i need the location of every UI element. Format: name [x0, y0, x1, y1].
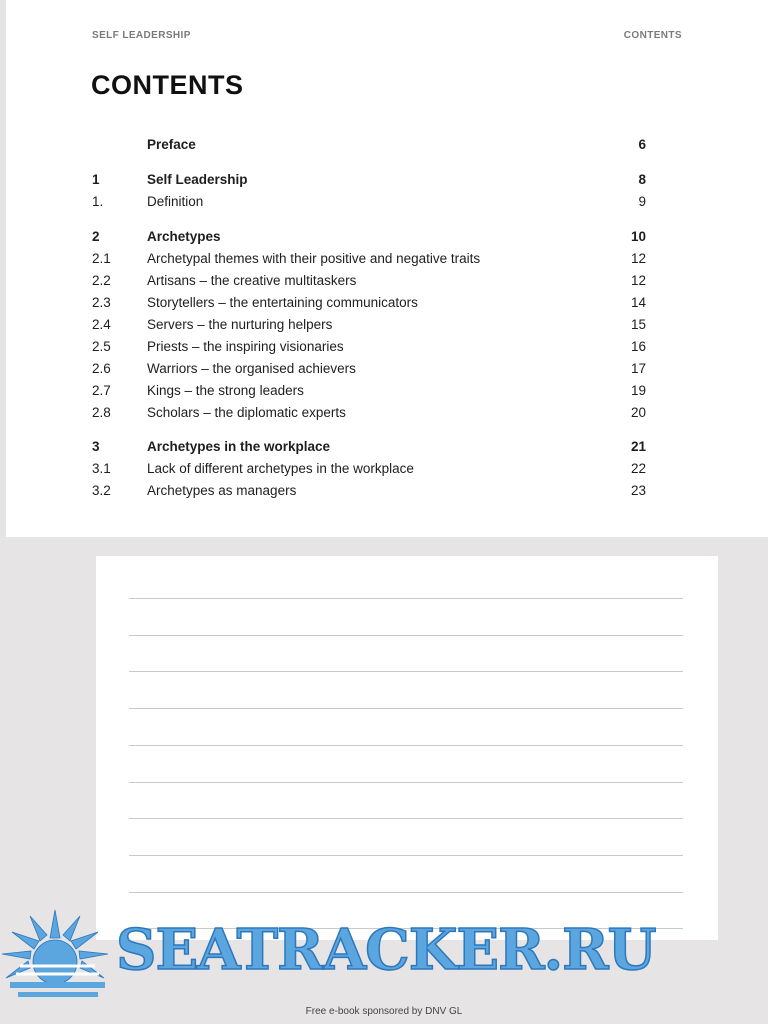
- toc-entry[interactable]: [0, 359, 768, 379]
- toc-title: Artisans – the creative multitaskers: [147, 273, 357, 288]
- note-line: [129, 635, 683, 636]
- toc-page-number: 15: [630, 317, 646, 332]
- notes-sheet: [96, 556, 718, 940]
- toc-entry[interactable]: [0, 293, 768, 313]
- toc-entry[interactable]: [0, 192, 768, 212]
- toc-entry[interactable]: [0, 403, 768, 423]
- note-line: [129, 708, 683, 709]
- page-title: CONTENTS: [91, 70, 244, 100]
- toc-entry[interactable]: [0, 249, 768, 269]
- toc-entry[interactable]: [0, 459, 768, 479]
- note-line: [129, 745, 683, 746]
- toc-number: 2.1: [92, 251, 111, 266]
- running-header-section: CONTENTS: [623, 30, 682, 41]
- toc-entry[interactable]: [0, 481, 768, 501]
- toc-number: 2.6: [92, 361, 111, 376]
- toc-title: Storytellers – the entertaining communicators: [147, 295, 418, 310]
- toc-number: 2.3: [92, 295, 111, 310]
- toc-page-number: 19: [630, 383, 646, 398]
- toc-title: Preface: [147, 137, 196, 152]
- toc-title: Archetypes as managers: [147, 483, 297, 498]
- toc-page-number: 10: [630, 229, 646, 244]
- toc-title: Priests – the inspiring visionaries: [147, 339, 344, 354]
- toc-number: 3.1: [92, 461, 111, 476]
- toc-title: Lack of different archetypes in the workplace: [147, 461, 414, 476]
- note-line: [129, 598, 683, 599]
- toc-number: 3.2: [92, 483, 111, 498]
- toc-page-number: 8: [638, 172, 646, 187]
- toc-page-number: 21: [630, 439, 646, 454]
- toc-page-number: 23: [630, 483, 646, 498]
- toc-number: 2.7: [92, 383, 111, 398]
- note-line: [129, 818, 683, 819]
- toc-title: Archetypes in the workplace: [147, 439, 331, 454]
- watermark: [0, 908, 768, 1008]
- toc-number: 2.4: [92, 317, 111, 332]
- note-line: [129, 855, 683, 856]
- note-line: [129, 671, 683, 672]
- footer-note: Free e-book sponsored by DNV GL: [305, 1006, 463, 1017]
- running-header-title: SELF LEADERSHIP: [92, 30, 191, 41]
- toc-title: Archetypal themes with their positive and negative traits: [147, 251, 481, 266]
- toc-page-number: 20: [630, 405, 646, 420]
- toc-page-number: 9: [638, 194, 646, 209]
- toc-title: Definition: [147, 194, 204, 209]
- toc-number: 2: [92, 229, 100, 244]
- toc-page-number: 22: [630, 461, 646, 476]
- toc-page-number: 16: [630, 339, 646, 354]
- toc-title: Archetypes: [147, 229, 221, 244]
- toc-number: 1.: [92, 194, 104, 209]
- toc-page-number: 17: [630, 361, 646, 376]
- toc-entry[interactable]: [0, 381, 768, 401]
- watermark-text: SEATRACKER.RU: [116, 917, 656, 983]
- note-line: [129, 782, 683, 783]
- toc-page-number: 6: [638, 137, 646, 152]
- toc-entry[interactable]: [0, 135, 768, 155]
- toc-entry[interactable]: [0, 315, 768, 335]
- toc-number: 2.2: [92, 273, 111, 288]
- toc-title: Servers – the nurturing helpers: [147, 317, 333, 332]
- toc-entry[interactable]: [0, 337, 768, 357]
- toc-entry[interactable]: [0, 170, 768, 190]
- toc-entry[interactable]: [0, 437, 768, 457]
- toc-page-number: 12: [630, 251, 646, 266]
- toc-entry[interactable]: [0, 271, 768, 291]
- toc-number: 2.5: [92, 339, 111, 354]
- toc-number: 1: [92, 172, 100, 187]
- toc-number: 2.8: [92, 405, 111, 420]
- toc-title: Warriors – the organised achievers: [147, 361, 356, 376]
- sun-icon: [0, 908, 120, 1008]
- toc-entry[interactable]: [0, 227, 768, 247]
- toc-page-number: 12: [630, 273, 646, 288]
- toc-title: Self Leadership: [147, 172, 248, 187]
- note-line: [129, 892, 683, 893]
- toc-title: Kings – the strong leaders: [147, 383, 304, 398]
- toc-page-number: 14: [630, 295, 646, 310]
- toc-title: Scholars – the diplomatic experts: [147, 405, 346, 420]
- toc-number: 3: [92, 439, 100, 454]
